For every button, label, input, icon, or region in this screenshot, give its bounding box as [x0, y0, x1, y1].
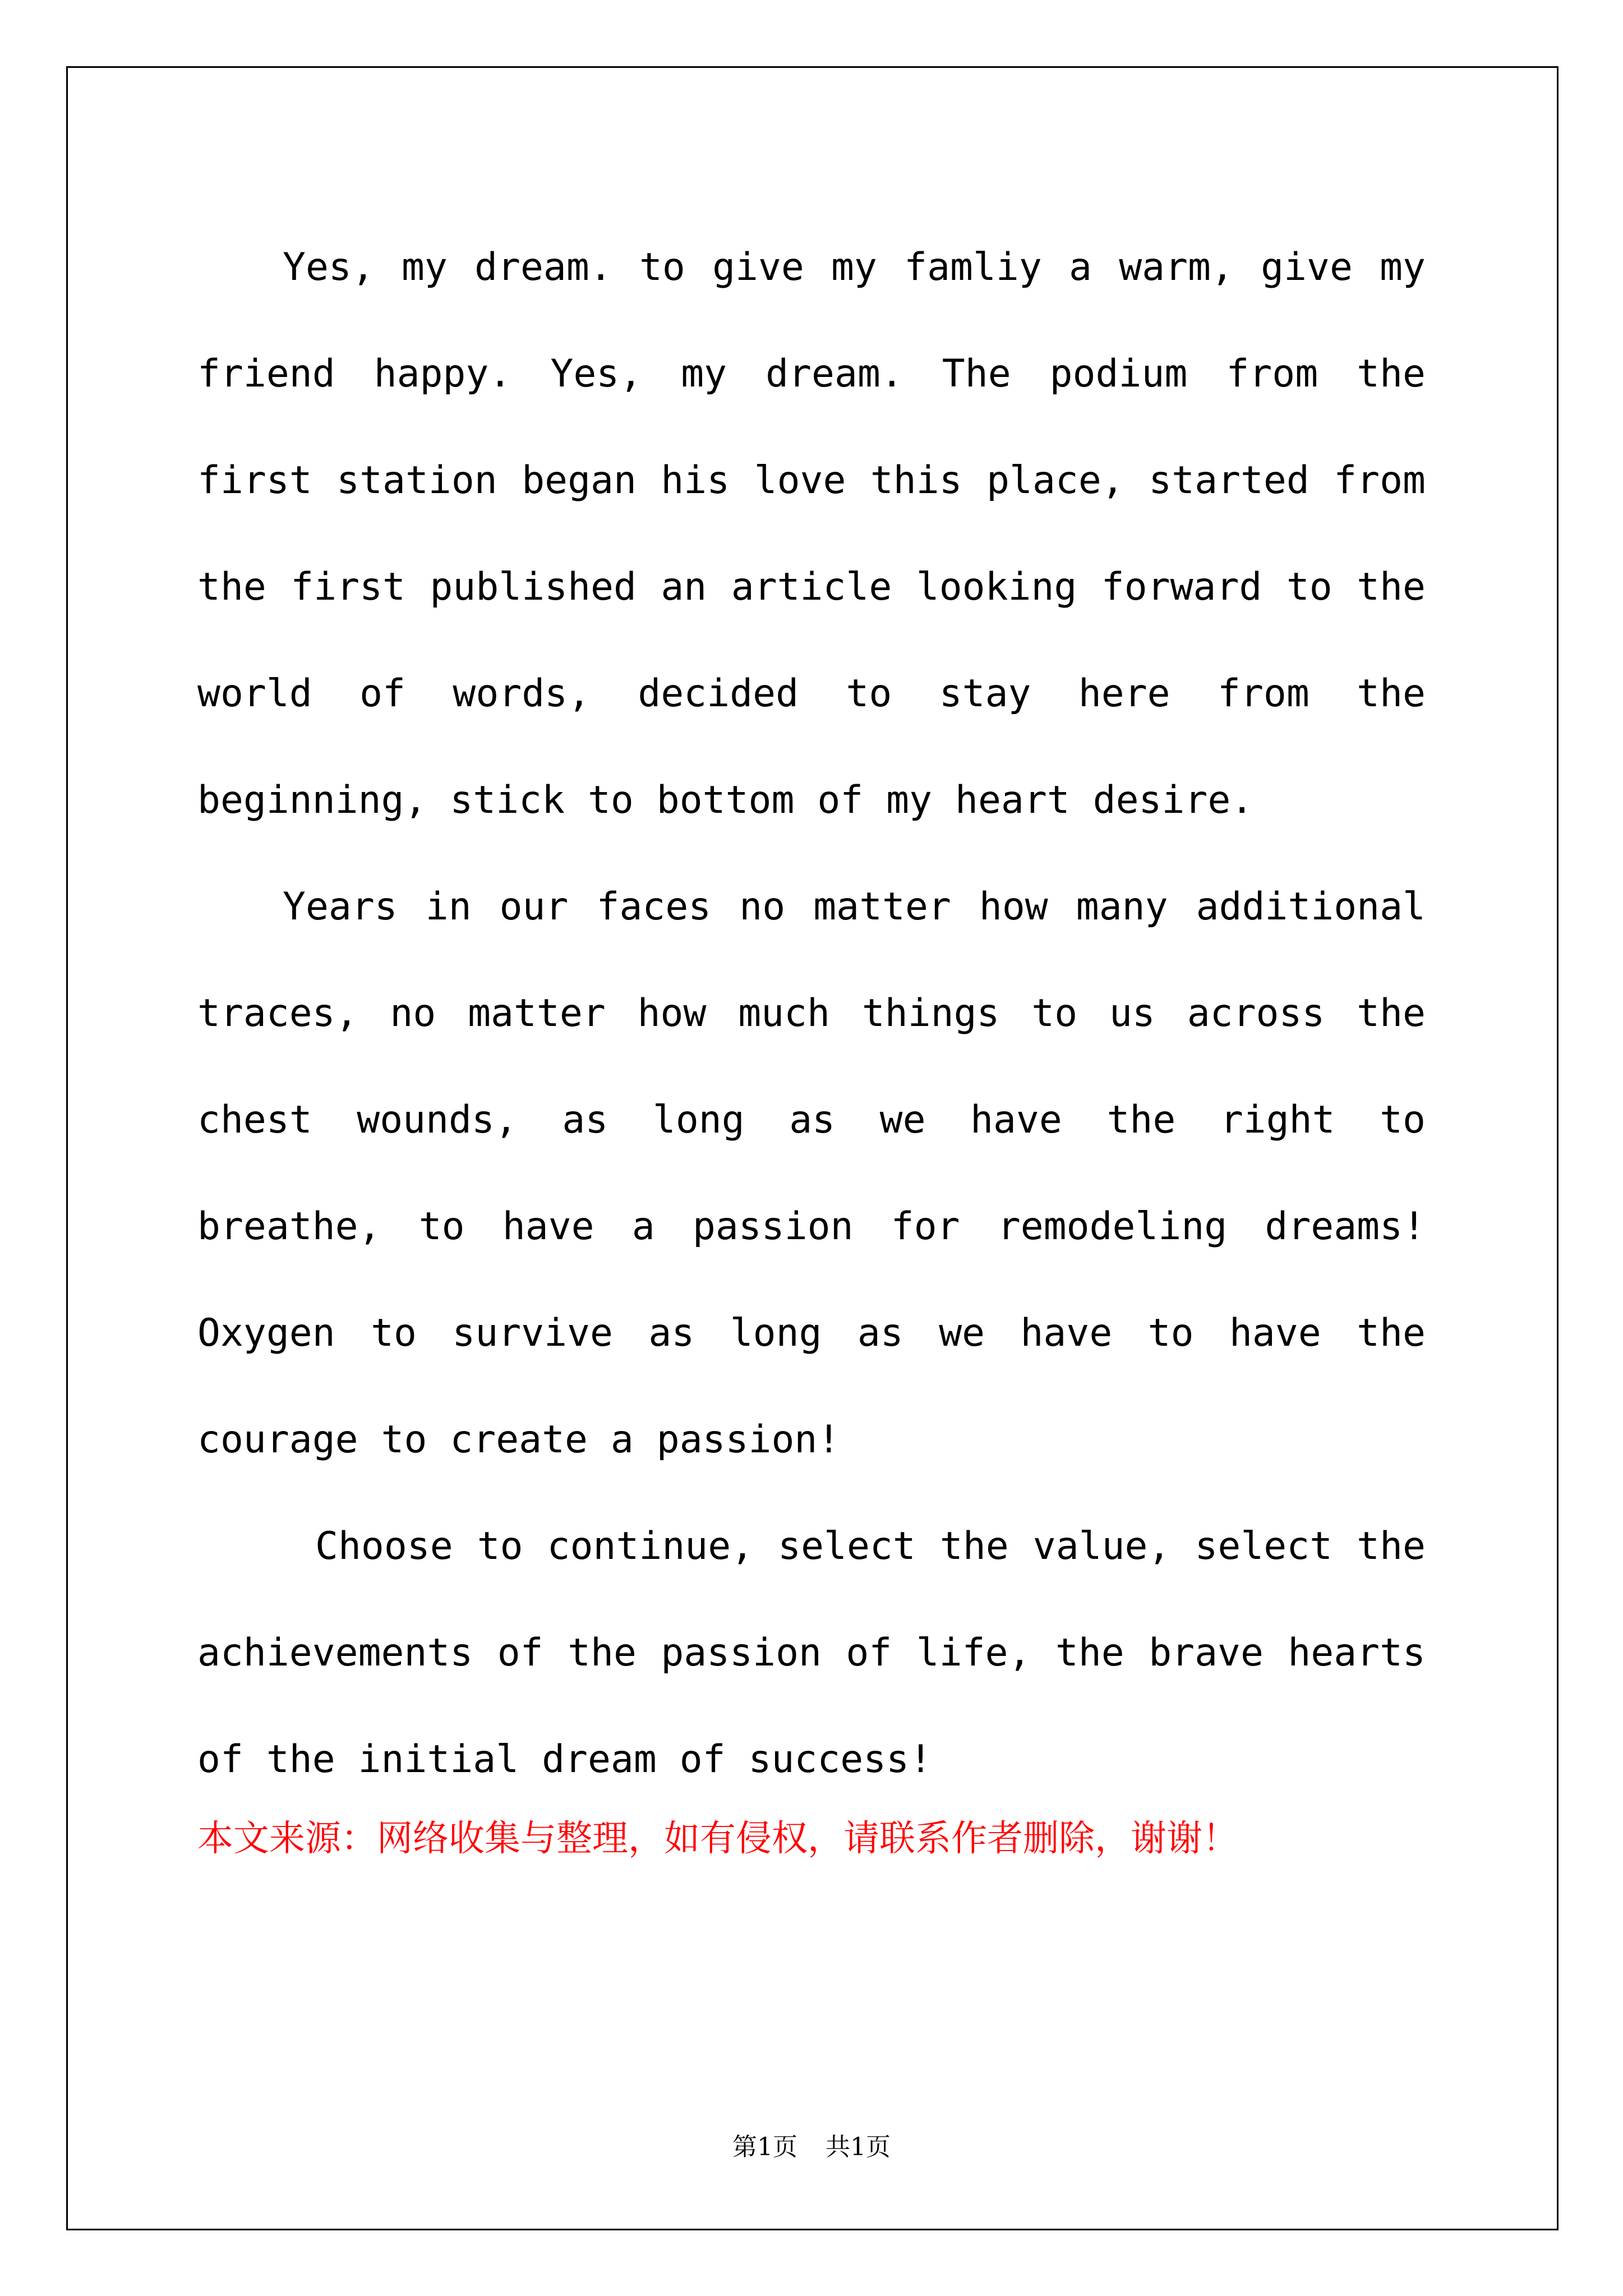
page-number-total: 共1页	[826, 2133, 891, 2161]
page-number-current: 第1页	[732, 2133, 797, 2161]
paragraph-3: Choose to continue, select the value, select the achievements of the passion of life, the brave hearts of the initial dream of success!	[197, 1524, 1426, 1782]
source-notice: 本文来源：网络收集与整理，如有侵权，请联系作者删除，谢谢！	[197, 1818, 1238, 1860]
paragraph-2: Years in our faces no matter how many additional traces, no matter how much things to us across the chest wounds, as long as we have the right to breathe, to have a passion for remodeling dreams! Oxygen to survive as long as we have to have the courage to create a passion!	[197, 885, 1426, 1462]
document-body	[197, 214, 1426, 1813]
paragraph-1: Yes, my dream. to give my famliy a warm, give my friend happy. Yes, my dream. The podium from the first station began his love this place, started from the first published an article looking forward to the world of words, decided to stay here from the beginning, stick to bottom of my heart desire.	[197, 245, 1426, 822]
page-footer	[0, 2131, 1623, 2164]
